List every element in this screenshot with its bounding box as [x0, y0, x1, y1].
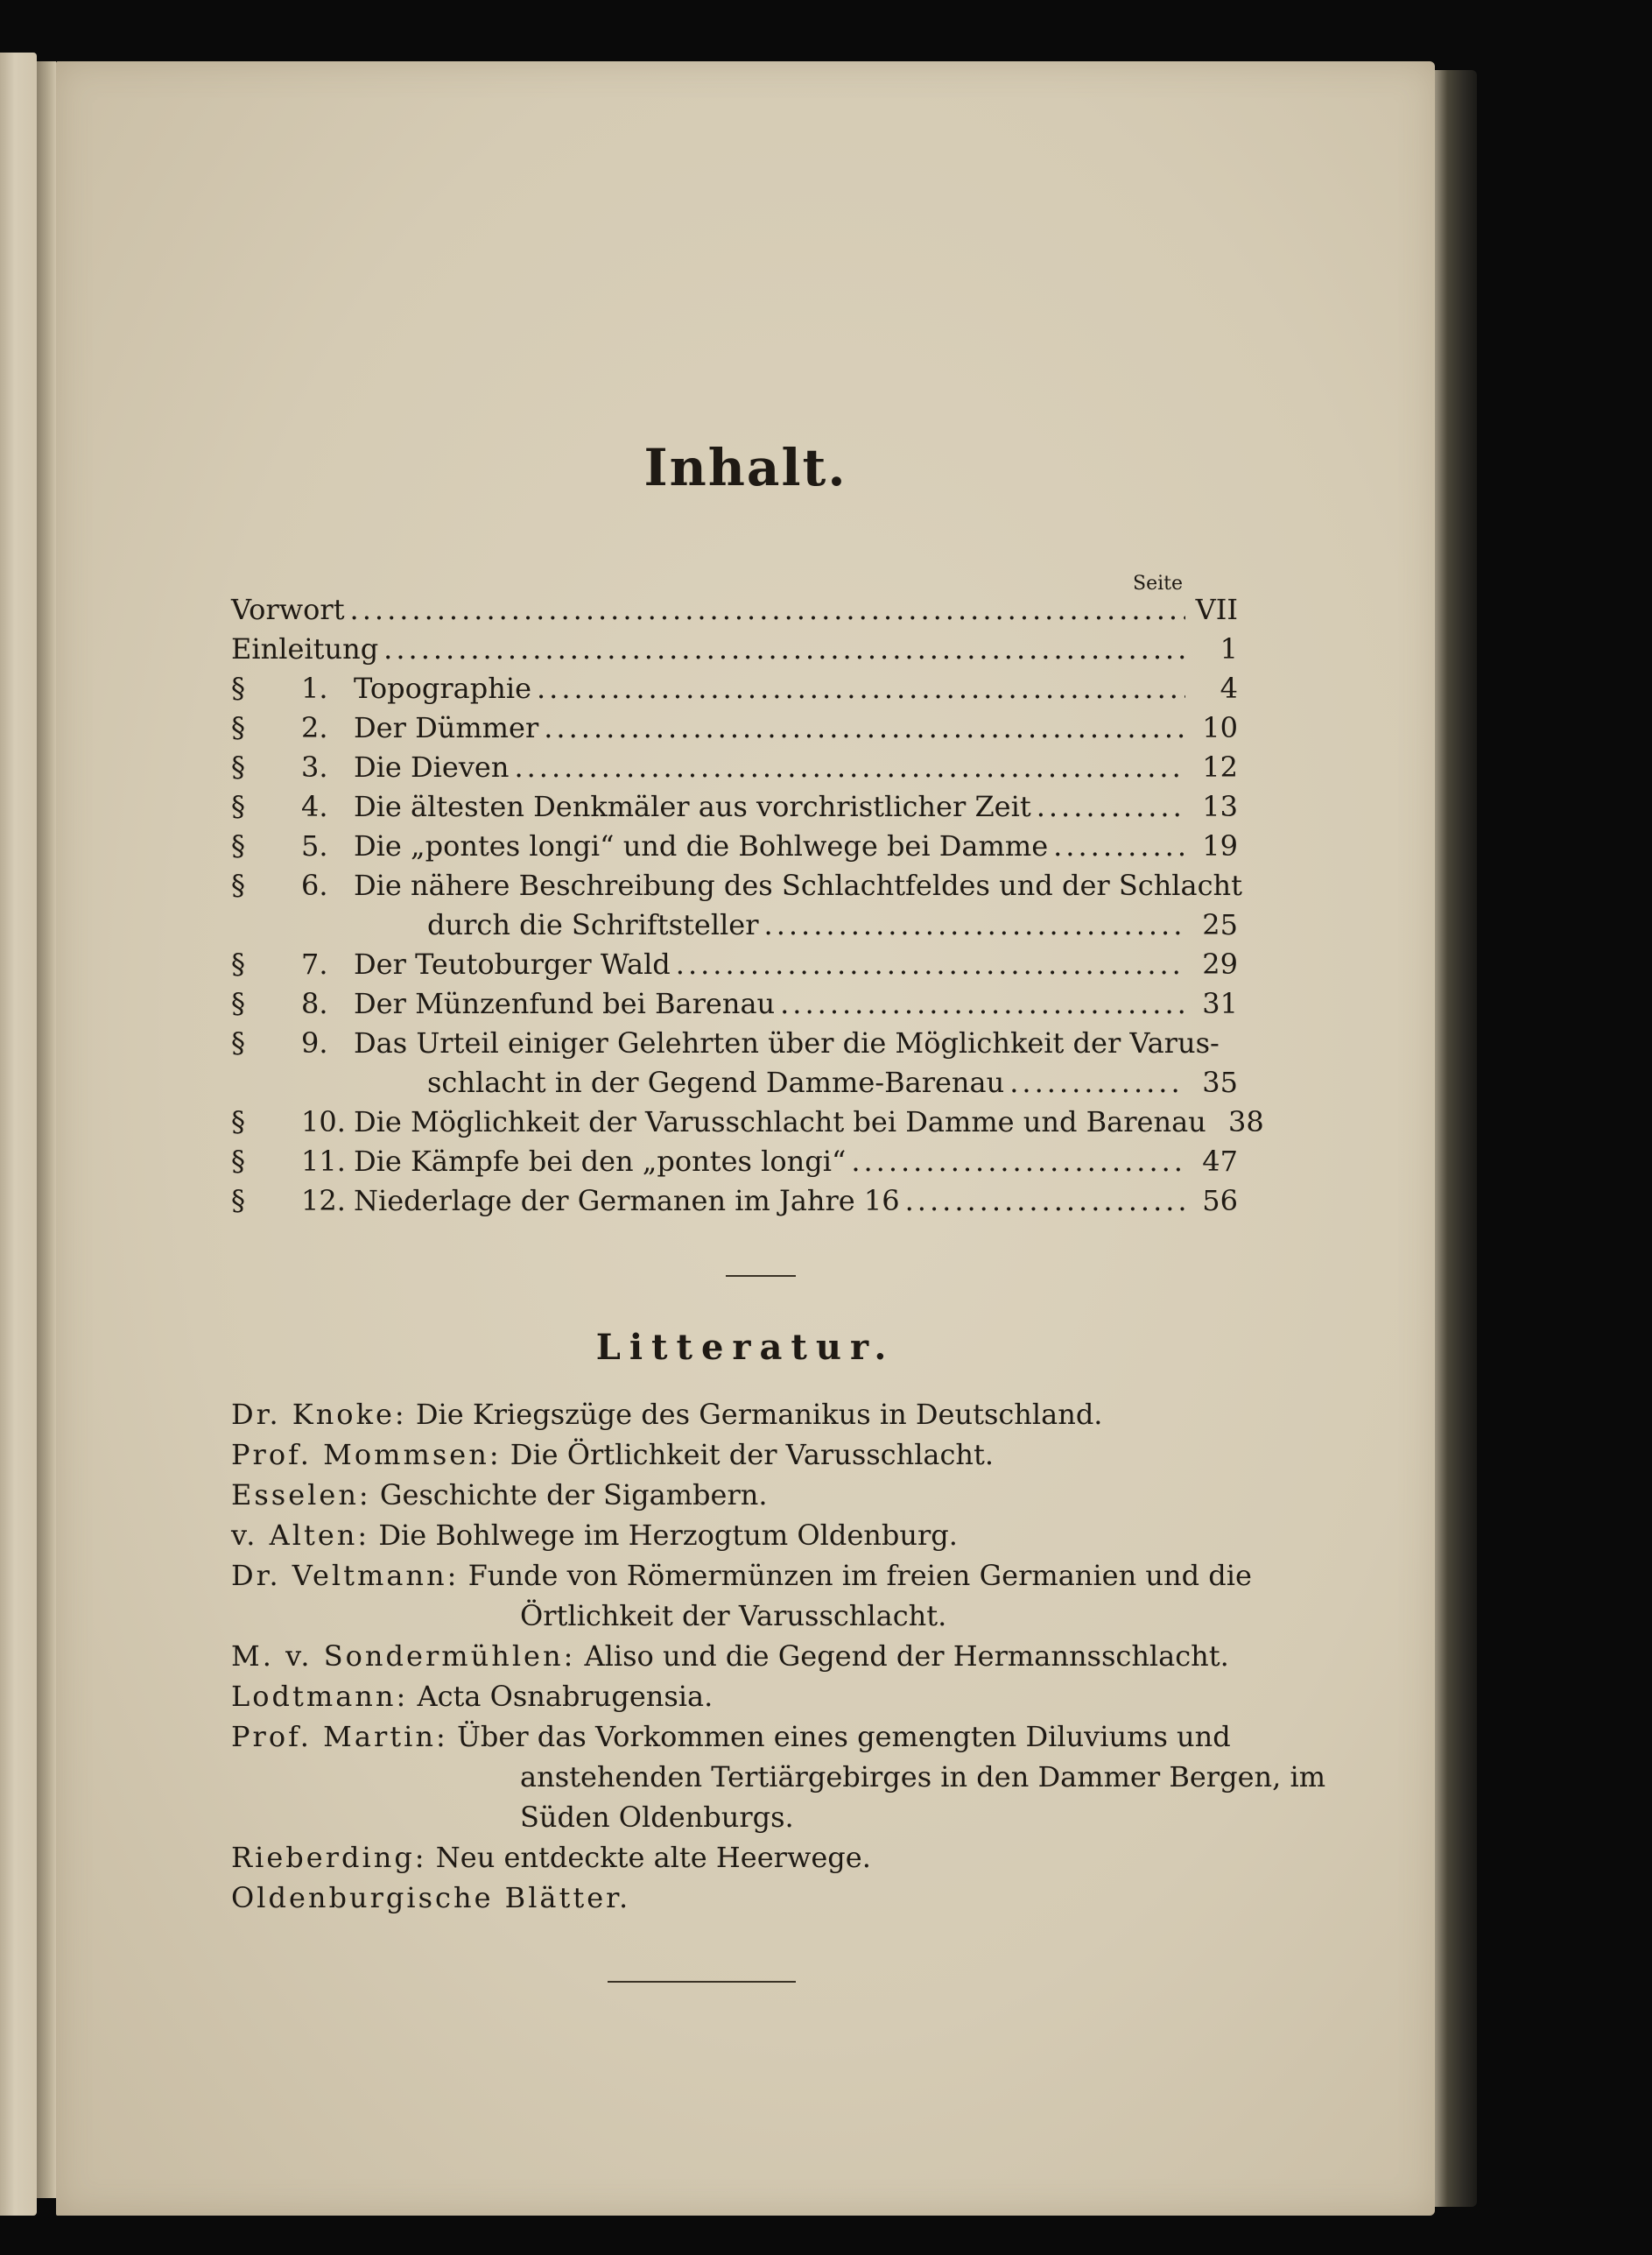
toc-page-number: 10: [1202, 711, 1238, 744]
toc-leader-dots: [1053, 827, 1185, 866]
toc-page-number: 25: [1202, 908, 1238, 941]
literature-entry-continuation: [231, 1797, 1238, 1837]
toc-number: 8.: [301, 987, 328, 1020]
literature-author: v. Alten:: [231, 1519, 370, 1552]
literature-entry: [231, 1434, 1238, 1475]
literature-entry: [231, 1716, 1238, 1757]
literature-author: Dr. Knoke:: [231, 1398, 407, 1431]
literature-work: Aliso und die Gegend der Hermannsschlacht.: [584, 1639, 1229, 1673]
literature-entry-continuation: [231, 1757, 1326, 1797]
toc-number: 6.: [301, 869, 328, 902]
literature-author: Esselen:: [231, 1478, 371, 1512]
toc-leader-dots: [1009, 1063, 1185, 1103]
previous-page-edge: [0, 53, 37, 2216]
book-spine-edge: [1435, 70, 1477, 2207]
toc-entry: [231, 630, 1238, 669]
toc-entry: [231, 590, 1238, 630]
toc-number: 4.: [301, 790, 328, 823]
toc-page-number: 19: [1202, 829, 1238, 863]
toc-title: Das Urteil einiger Gelehrten über die Möglichkeit der Varus-: [354, 1026, 1220, 1060]
toc-section-sign: §: [231, 790, 245, 823]
toc-number: 9.: [301, 1026, 328, 1060]
toc-section-sign: §: [231, 672, 245, 705]
toc-section-sign: §: [231, 1145, 245, 1178]
toc-entry: [231, 866, 1242, 906]
toc-page-number: 56: [1202, 1184, 1238, 1217]
toc-leader-dots: [764, 906, 1185, 945]
toc-number: 7.: [301, 948, 328, 981]
toc-page-number: 4: [1220, 672, 1238, 705]
toc-number: 2.: [301, 711, 328, 744]
literature-entry: [231, 1394, 1238, 1434]
toc-number: 3.: [301, 750, 328, 784]
page-text: [56, 61, 1435, 2216]
toc-leader-dots: [514, 748, 1185, 787]
literature-author: M. v. Sondermühlen:: [231, 1639, 576, 1673]
toc-number: 11.: [301, 1145, 346, 1178]
section-divider: [726, 1275, 796, 1277]
literature-author: Oldenburgische Blätter.: [231, 1881, 631, 1914]
literature-entry: [231, 1636, 1238, 1676]
toc-page-number: 29: [1202, 948, 1238, 981]
toc-section-sign: §: [231, 948, 245, 981]
toc-number: 12.: [301, 1184, 346, 1217]
literature-author: Prof. Martin:: [231, 1720, 448, 1753]
toc-page-number: 38: [1228, 1105, 1264, 1138]
toc-entry: [231, 1142, 1238, 1181]
toc-title: Einleitung: [231, 632, 379, 666]
end-divider: [608, 1981, 796, 1983]
toc-page-number: 47: [1202, 1145, 1238, 1178]
literature-work: Die Örtlichkeit der Varusschlacht.: [510, 1438, 995, 1471]
toc-entry: [231, 787, 1238, 827]
toc-leader-dots: [383, 630, 1185, 669]
toc-title: Die „pontes longi“ und die Bohlwege bei Damme: [354, 829, 1049, 863]
literature-list: [231, 1394, 1326, 1918]
literature-work: Die Bohlwege im Herzogtum Oldenburg.: [378, 1519, 958, 1552]
literature-entry: [231, 1555, 1252, 1596]
toc-title: Vorwort: [231, 593, 345, 626]
toc-entry-continuation: [231, 906, 1238, 945]
toc-leader-dots: [851, 1142, 1185, 1181]
toc-title: Die Kämpfe bei den „pontes longi“: [354, 1145, 847, 1178]
toc-leader-dots: [676, 945, 1185, 984]
book-gutter: [37, 61, 56, 2198]
toc-section-sign: §: [231, 1105, 245, 1138]
literature-work: Acta Osnabrugensia.: [417, 1680, 714, 1713]
toc-leader-dots: [780, 984, 1185, 1024]
toc-section-sign: §: [231, 1184, 245, 1217]
toc-page-number: 35: [1202, 1066, 1238, 1099]
literature-work-continued: anstehenden Tertiärgebirges in den Dammer Bergen, im: [520, 1760, 1326, 1793]
toc-page-number: 31: [1202, 987, 1238, 1020]
toc-entry-continuation: [231, 1063, 1238, 1103]
table-of-contents: [231, 590, 1264, 1221]
toc-page-number: 12: [1202, 750, 1238, 784]
toc-entry: [231, 669, 1238, 708]
toc-number: 5.: [301, 829, 328, 863]
toc-number: 1.: [301, 672, 328, 705]
toc-leader-dots: [905, 1181, 1185, 1221]
literature-work: Neu entdeckte alte Heerwege.: [435, 1841, 871, 1874]
toc-title: Der Münzenfund bei Barenau: [354, 987, 776, 1020]
toc-section-sign: §: [231, 750, 245, 784]
literature-entry: [231, 1676, 1238, 1716]
contents-heading: Inhalt.: [643, 438, 847, 497]
toc-entry: [231, 1103, 1264, 1142]
literature-work-continued: Süden Oldenburgs.: [520, 1800, 794, 1834]
literature-author: Rieberding:: [231, 1841, 427, 1874]
toc-entry: [231, 984, 1238, 1024]
toc-entry: [231, 1181, 1238, 1221]
book-page: [56, 61, 1435, 2216]
literature-heading: Litteratur.: [595, 1327, 896, 1368]
literature-work: Die Kriegszüge des Germanikus in Deutschland.: [415, 1398, 1103, 1431]
literature-entry: [231, 1878, 1238, 1918]
literature-work: Geschichte der Sigambern.: [379, 1478, 768, 1512]
toc-title: Niederlage der Germanen im Jahre 16: [354, 1184, 900, 1217]
toc-title-continued: durch die Schriftsteller: [427, 908, 759, 941]
literature-work: Funde von Römermünzen im freien Germanien und die: [467, 1559, 1252, 1592]
toc-title: Die ältesten Denkmäler aus vorchristlicher Zeit: [354, 790, 1031, 823]
toc-leader-dots: [537, 669, 1185, 708]
toc-section-sign: §: [231, 869, 245, 902]
toc-leader-dots: [1037, 787, 1185, 827]
toc-title: Die Möglichkeit der Varusschlacht bei Damme und Barenau: [354, 1105, 1206, 1138]
page-column-label: Seite: [1133, 573, 1183, 595]
literature-entry: [231, 1475, 1238, 1515]
toc-leader-dots: [350, 590, 1185, 630]
toc-page-number: 1: [1220, 632, 1238, 666]
toc-section-sign: §: [231, 829, 245, 863]
literature-author: Dr. Veltmann:: [231, 1559, 460, 1592]
toc-page-number: 13: [1202, 790, 1238, 823]
toc-title: Topographie: [354, 672, 531, 705]
toc-entry: [231, 708, 1238, 748]
toc-section-sign: §: [231, 987, 245, 1020]
toc-page-number: VII: [1195, 593, 1238, 626]
literature-work-continued: Örtlichkeit der Varusschlacht.: [520, 1599, 947, 1632]
toc-section-sign: §: [231, 711, 245, 744]
toc-leader-dots: [544, 708, 1185, 748]
literature-author: Prof. Mommsen:: [231, 1438, 502, 1471]
toc-title: Der Dümmer: [354, 711, 539, 744]
literature-entry-continuation: [231, 1596, 1238, 1636]
toc-entry: [231, 827, 1238, 866]
toc-title: Der Teutoburger Wald: [354, 948, 671, 981]
toc-title-continued: schlacht in der Gegend Damme-Barenau: [427, 1066, 1005, 1099]
literature-entry: [231, 1515, 1238, 1555]
toc-number: 10.: [301, 1105, 346, 1138]
literature-work: Über das Vorkommen eines gemengten Diluviums und: [456, 1720, 1231, 1753]
toc-section-sign: §: [231, 1026, 245, 1060]
toc-entry: [231, 1024, 1238, 1063]
toc-title: Die nähere Beschreibung des Schlachtfeldes und der Schlacht: [354, 869, 1242, 902]
toc-entry: [231, 748, 1238, 787]
toc-title: Die Dieven: [354, 750, 510, 784]
literature-entry: [231, 1837, 1238, 1878]
toc-entry: [231, 945, 1238, 984]
literature-author: Lodtmann:: [231, 1680, 409, 1713]
